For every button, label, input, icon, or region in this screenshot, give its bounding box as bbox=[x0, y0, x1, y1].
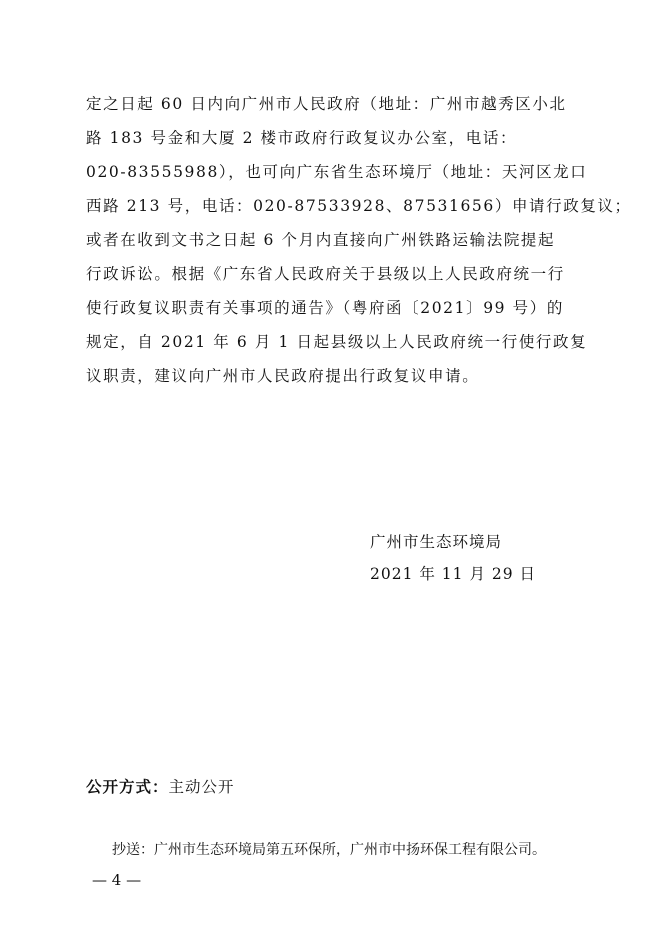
body-line: 使行政复议职责有关事项的通告》（粤府函〔2021〕99 号）的 bbox=[86, 299, 564, 317]
body-line: 定之日起 60 日内向广州市人民政府（地址：广州市越秀区小北 bbox=[86, 95, 567, 113]
body-line: 规定，自 2021 年 6 月 1 日起县级以上人民政府统一行使行政复 bbox=[86, 333, 588, 351]
body-line: 西路 213 号，电话：020-87533928、87531656）申请行政复议； bbox=[86, 197, 632, 215]
body-paragraph bbox=[86, 87, 632, 393]
disclosure-label: 公开方式： bbox=[86, 778, 169, 796]
signature-block bbox=[370, 526, 536, 590]
body-line: 议职责，建议向广州市人民政府提出行政复议申请。 bbox=[86, 367, 480, 385]
body-line: 路 183 号金和大厦 2 楼市政府行政复议办公室，电话： bbox=[86, 129, 518, 147]
page-number: — 4 — bbox=[92, 871, 142, 889]
signing-agency: 广州市生态环境局 bbox=[370, 533, 503, 551]
disclosure-method bbox=[86, 775, 235, 799]
signing-date: 2021 年 11 月 29 日 bbox=[370, 565, 537, 583]
body-line: 020-83555988），也可向广东省生态环境厅（地址：天河区龙口 bbox=[86, 163, 588, 181]
body-line: 行政诉讼。根据《广东省人民政府关于县级以上人民政府统一行 bbox=[86, 265, 565, 283]
cc-line: 抄送：广州市生态环境局第五环保所，广州市中扬环保工程有限公司。 bbox=[112, 842, 546, 858]
body-line: 或者在收到文书之日起 6 个月内直接向广州铁路运输法院提起 bbox=[86, 231, 556, 249]
disclosure-value: 主动公开 bbox=[168, 778, 235, 796]
